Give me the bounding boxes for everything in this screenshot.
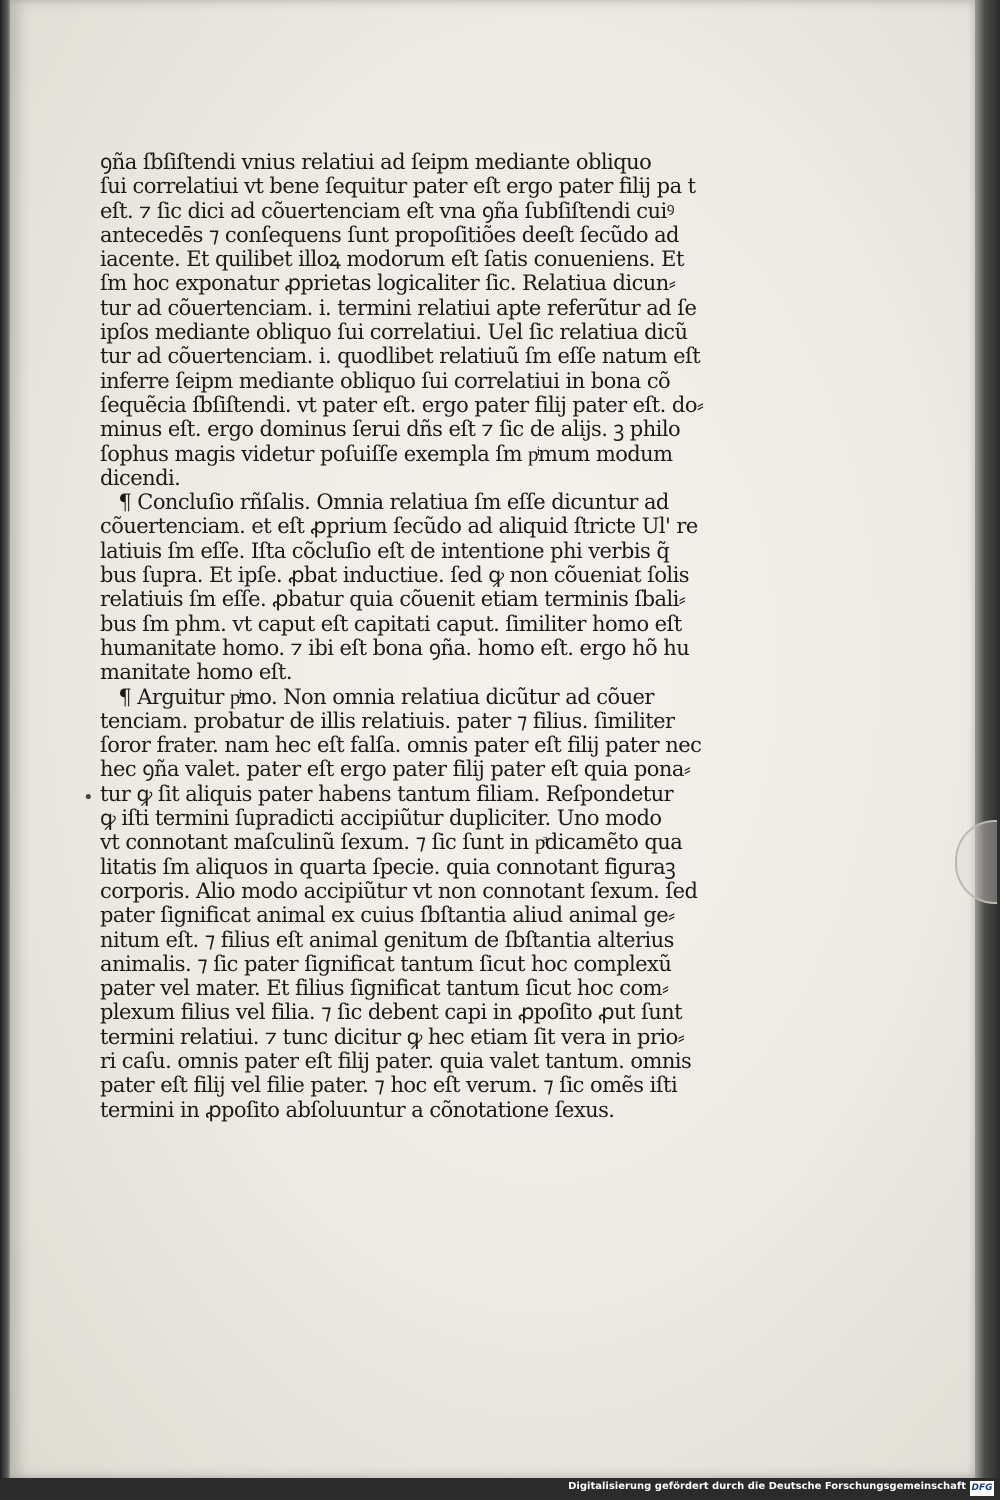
margin-dot: • [83, 787, 94, 808]
dfg-logo-icon: DFG [970, 1481, 994, 1496]
funding-credit: Digitalisierung gefördert durch die Deutsche Forschungsgemeinschaft [568, 1481, 966, 1492]
book-edge-right [975, 0, 1000, 1478]
printed-text-block: ꝯña ſbſiſtendi vnius relatiui ad ſeipm mediante obliquo ſui correlatiui vt bene ſequitur pater eſt ergo pater filij pa t eſt. ⁊ ſic dici ad cõuertenciam eſt vna ꝯña ſubſiſtendi cuiꝰ antecedēs ⁊ conſequens ſunt propoſitiões deeſt ſecũdo ad iacente. Et quilibet illoꝝ modorum eſt ſatis conueniens. Et ſm hoc exponatur ꝓprietas logicaliter ſic. Relatiua dicun⸗ tur ad cõuertenciam. i. termini relatiui apte referũtur ad ſe ipſos mediante obliquo ſui correlatiui. Uel ſic relatiua dicũ tur ad cõuertenciam. i. quodlibet relatiuũ ſm eſſe natum eſt inferre ſeipm mediante obliquo ſui correlatiui in bona cõ ſequẽcia ſbſiſtendi. vt pater eſt. ergo pater filij pater eſt. do⸗ minus eſt. ergo dominus ſerui dñs eſt ⁊ ſic de alijs. ꝫ philo ſophus magis videtur poſuiſſe exempla ſm pͥmum modum dicendi. ¶ Concluſio rñſalis. Omnia relatiua ſm eſſe dicuntur ad cõuertenciam. et eſt ꝓprium ſecũdo ad aliquid ſtricte Ul' re latiuis ſm eſſe. Iſta cõcluſio eſt de intentione phi verbis q̃ bus ſupra. Et ipſe. ꝓbat inductiue. ſed ꝙ non cõueniat ſolis relatiuis ſm eſſe. ꝓbatur quia cõuenit etiam terminis ſbali⸗ bus ſm phm. vt caput eſt capitati caput. ſimiliter homo eſt humanitate homo. ⁊ ibi eſt bona ꝯña. homo eſt. ergo hõ hu manitate homo eſt. ¶ Arguitur pͥmo. Non omnia relatiua dicũtur ad cõuer tenciam. probatur de illis relatiuis. pater ⁊ filius. ſimiliter ſoror frater. nam hec eſt falſa. omnis pater eſt filij pater nec hec ꝯña valet. pater eſt ergo pater filij pater eſt quia pona⸗ tur ꝙ ſit aliquis pater habens tantum filiam. Reſpondetur ꝙ iſti termini ſupradicti accipiũtur dupliciter. Uno modo vt connotant maſculinũ ſexum. ⁊ ſic ſunt in pͣdicamẽto qua litatis ſm aliquos in quarta ſpecie. quia connotant figuraꝫ corporis. Alio modo accipiũtur vt non connotant ſexum. ſed pater ſignificat animal ex cuius ſbſtantia aliud animal ge⸗ nitum eſt. ⁊ filius eſt animal genitum de ſbſtantia alterius animalis. ⁊ ſic pater ſignificat tantum ſicut hoc complexũ pater vel mater. Et filius ſignificat tantum ſicut hoc com⸗ plexum filius vel filia. ⁊ ſic debent capi in ꝓpoſito ꝓut ſunt termini relatiui. ⁊ tunc dicitur ꝙ hec etiam ſit vera in prio⸗ ri caſu. omnis pater eſt filij pater. quia valet tantum. omnis pater eſt filij vel filie pater. ⁊ hoc eſt verum. ⁊ ſic omẽs iſti termini in ꝓpoſito abſoluuntur a cõnotatione ſexus. [100, 150, 704, 1122]
